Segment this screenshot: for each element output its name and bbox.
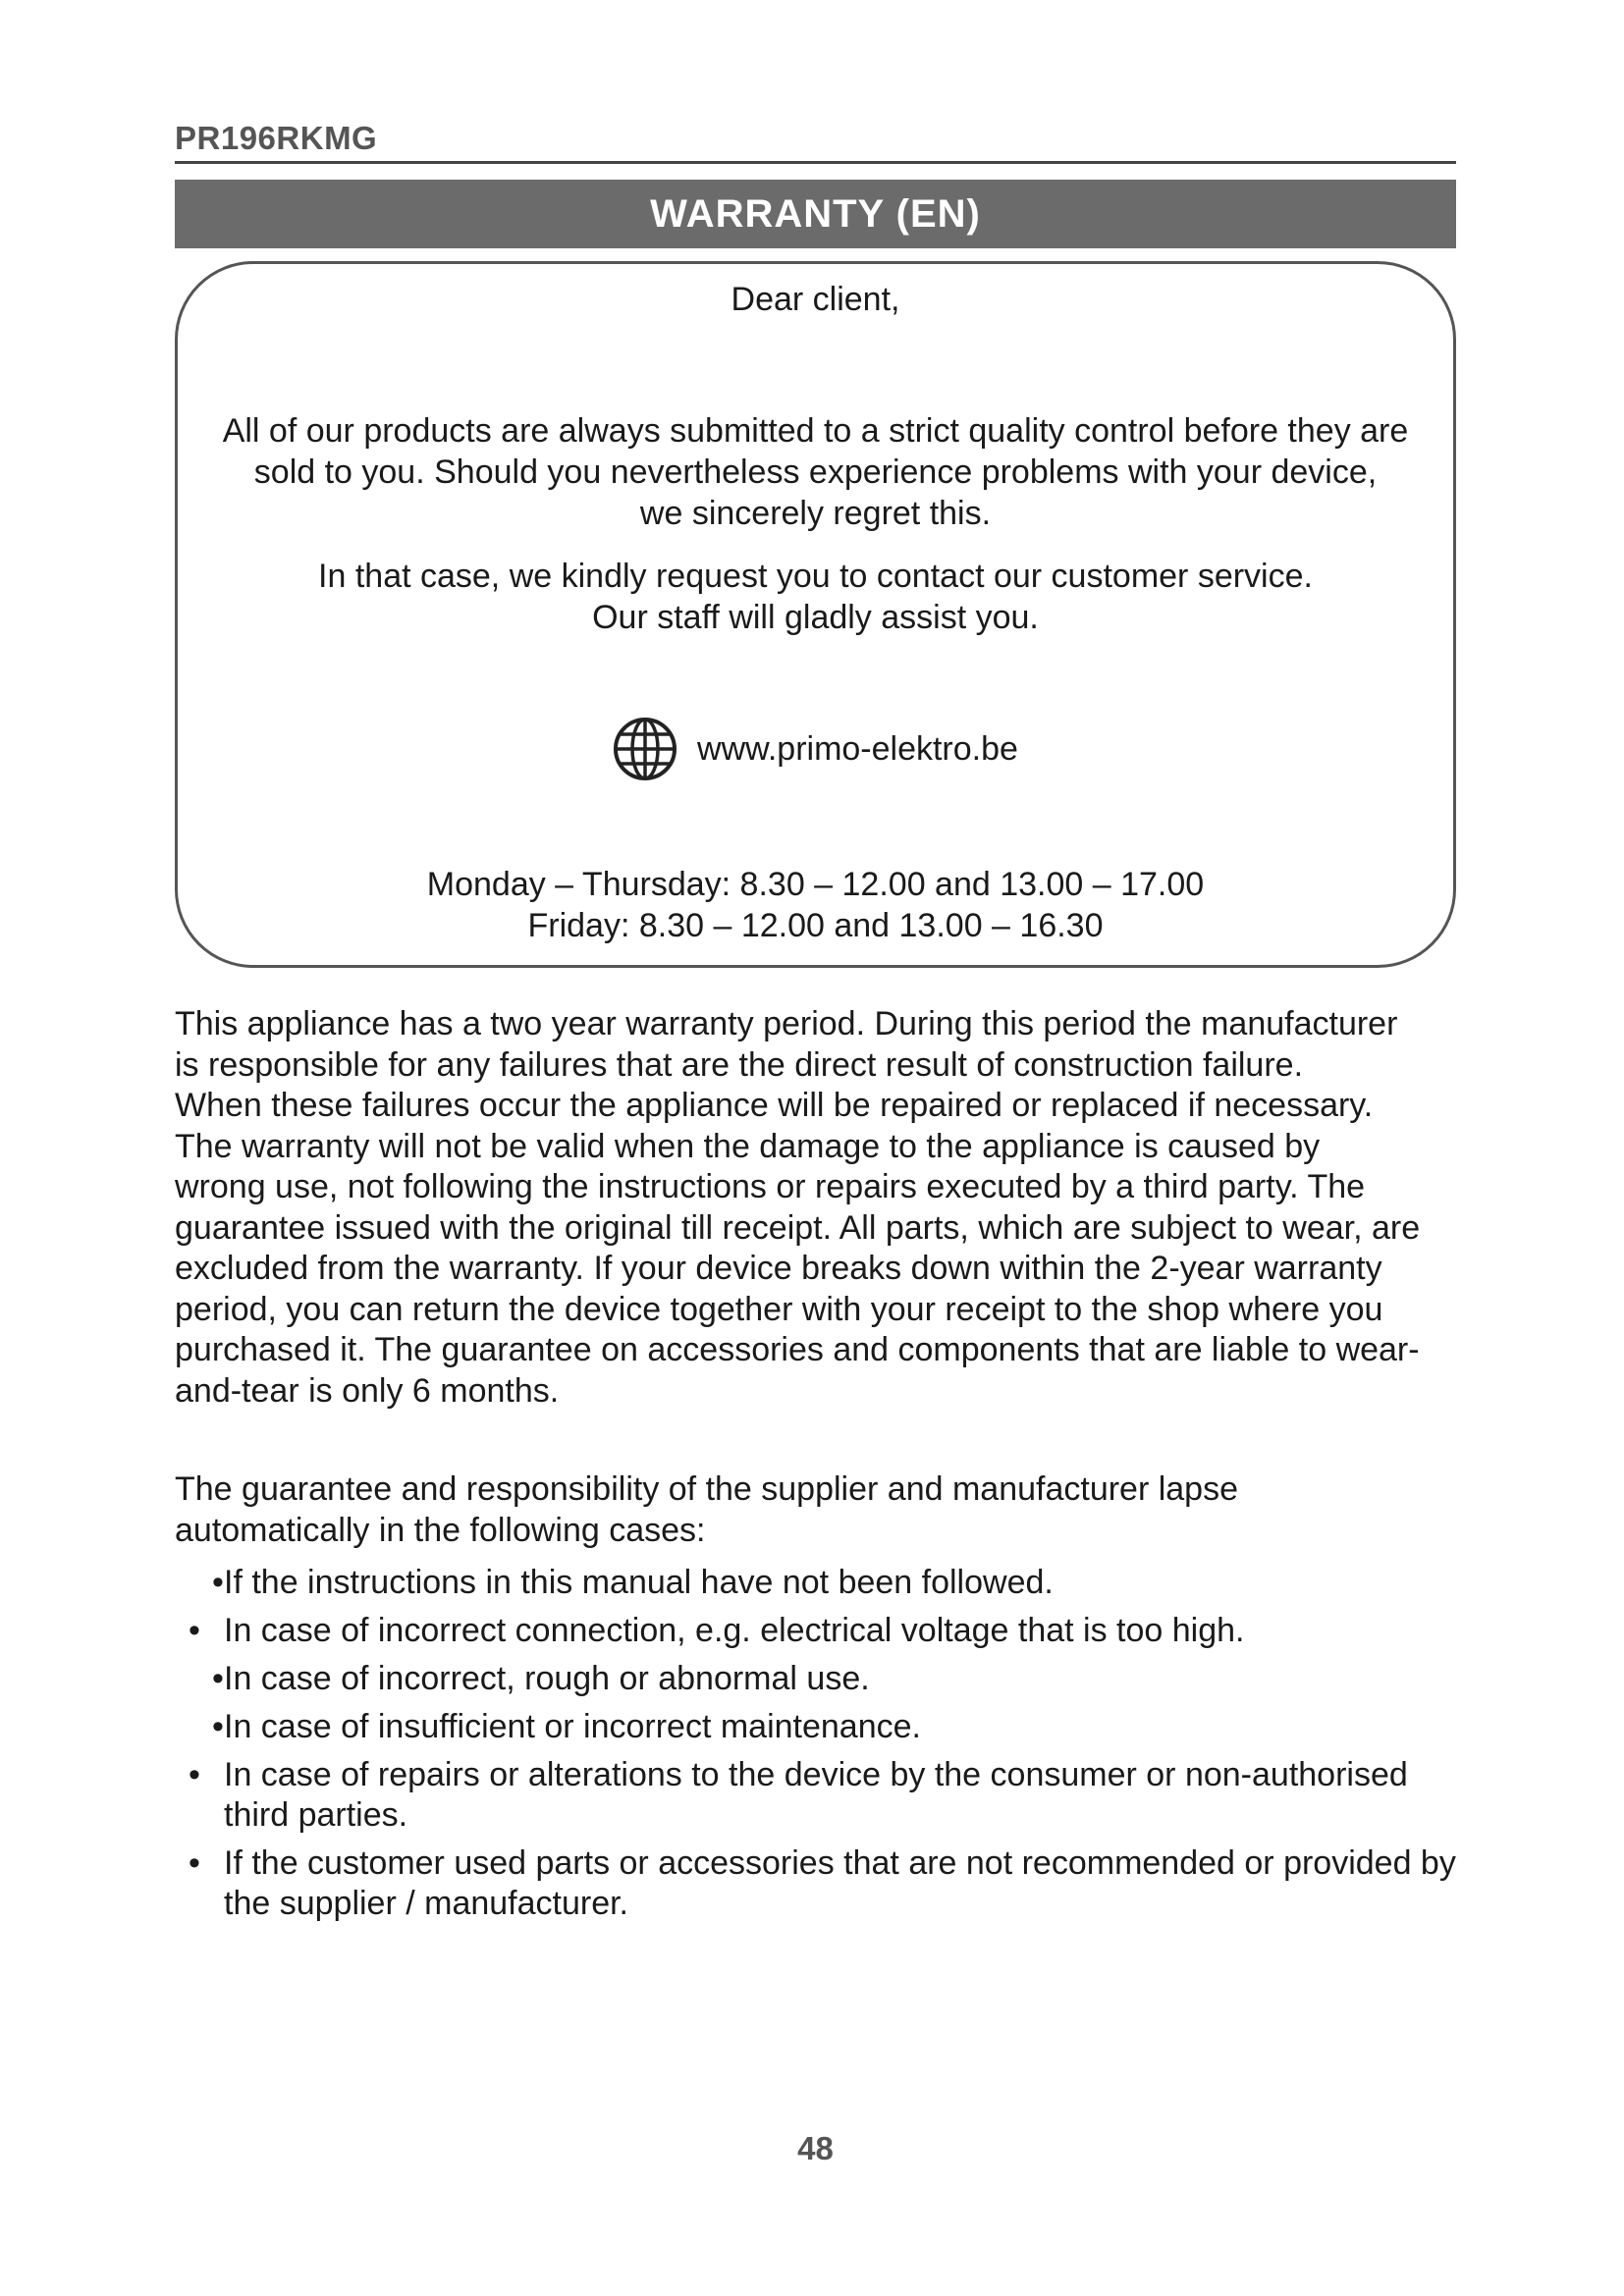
request-line: Our staff will gladly assist you.: [592, 599, 1039, 636]
section-title-banner: WARRANTY (EN): [175, 180, 1456, 248]
page-number: 48: [797, 2130, 834, 2166]
paragraph-line: This appliance has a two year warranty period. During this period the manufacturer: [175, 1005, 1398, 1042]
intro-line: sold to you. Should you nevertheless experience problems with your device,: [253, 454, 1378, 491]
contact-request-text: [175, 556, 1456, 638]
list-item-text: In case of repairs or alterations to the device by the consumer or non-authorised third parties.: [224, 1756, 1408, 1834]
opening-hours: [175, 864, 1456, 946]
greeting: Dear client,: [731, 281, 900, 318]
bullet-marker: •: [212, 1564, 224, 1601]
intro-line: we sincerely regret this.: [639, 495, 992, 532]
hours-weekdays: Monday – Thursday: 8.30 – 12.00 and 13.00 – 17.00: [426, 866, 1205, 903]
paragraph-line: purchased it. The guarantee on accessories and components that are liable to wear-: [175, 1331, 1420, 1368]
list-item-text: If the customer used parts or accessories that are not recommended or provided by the supplier / manufacturer.: [224, 1844, 1456, 1922]
list-item: [175, 1611, 1481, 1651]
paragraph-line: wrong use, not following the instructions or repairs executed by a third party. The: [175, 1168, 1366, 1205]
paragraph-line: excluded from the warranty. If your device breaks down within the 2-year warranty: [175, 1250, 1382, 1287]
header-divider: [175, 161, 1456, 164]
intro-text: [175, 410, 1456, 534]
paragraph-line: and-tear is only 6 months.: [175, 1371, 560, 1410]
paragraph-line: guarantee issued with the original till receipt. All parts, which are subject to wear, are: [175, 1208, 1421, 1247]
list-item: [175, 1659, 1481, 1699]
list-item-text: In case of incorrect connection, e.g. electrical voltage that is too high.: [224, 1612, 1245, 1649]
bullet-marker: •: [189, 1612, 200, 1649]
paragraph-line: period, you can return the device together with your receipt to the shop where you: [175, 1290, 1383, 1328]
website-link[interactable]: www.primo-elektro.be: [697, 729, 1018, 768]
hours-friday: Friday: 8.30 – 12.00 and 13.00 – 16.30: [527, 907, 1104, 944]
warranty-paragraph: [175, 1004, 1481, 1412]
list-item: [175, 1843, 1481, 1924]
paragraph-line: automatically in the following cases:: [175, 1511, 706, 1549]
intro-line: All of our products are always submitted to a strict quality control before they are: [222, 412, 1409, 450]
bullet-marker: •: [189, 1756, 200, 1793]
paragraph-line: is responsible for any failures that are the direct result of construction failure.: [175, 1045, 1304, 1084]
paragraph-line: The warranty will not be valid when the damage to the appliance is caused by: [175, 1127, 1321, 1165]
list-item: [175, 1563, 1481, 1603]
lapse-intro: [175, 1469, 1481, 1551]
website-row: [175, 715, 1456, 783]
list-item-text: If the instructions in this manual have not been followed.: [224, 1564, 1054, 1601]
list-item-text: In case of insufficient or incorrect maintenance.: [224, 1708, 921, 1745]
model-number: PR196RKMG: [175, 120, 378, 156]
list-item: [175, 1755, 1481, 1836]
globe-icon: [613, 717, 677, 781]
lapse-cases-list: [175, 1563, 1481, 1932]
bullet-marker: •: [212, 1660, 224, 1697]
bullet-marker: •: [189, 1844, 200, 1882]
list-item: [175, 1707, 1481, 1747]
paragraph-line: When these failures occur the appliance will be repaired or replaced if necessary.: [175, 1087, 1374, 1124]
paragraph-line: The guarantee and responsibility of the supplier and manufacturer lapse: [175, 1470, 1239, 1508]
request-line: In that case, we kindly request you to contact our customer service.: [318, 558, 1313, 595]
list-item-text: In case of incorrect, rough or abnormal use.: [224, 1660, 870, 1697]
bullet-marker: •: [212, 1708, 224, 1745]
